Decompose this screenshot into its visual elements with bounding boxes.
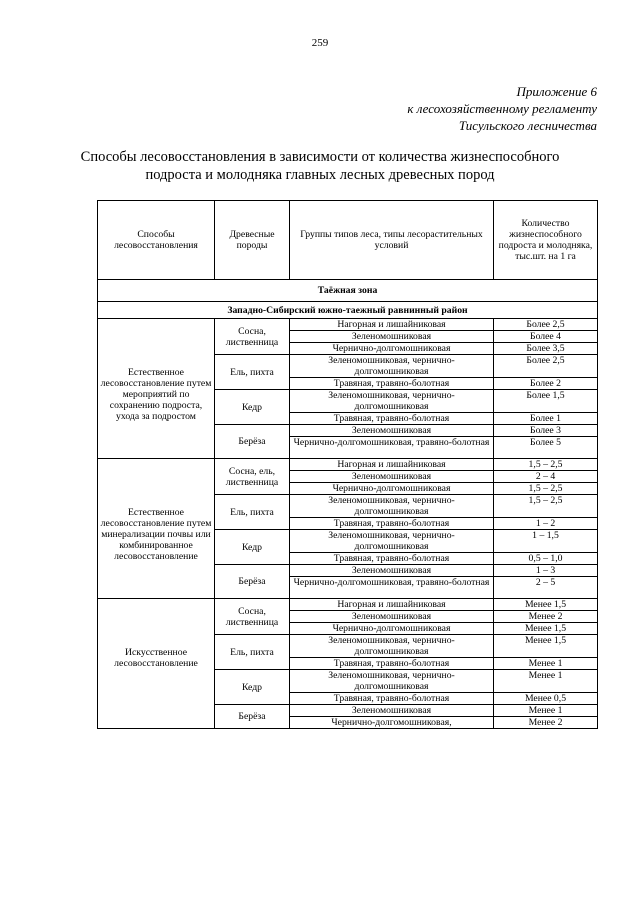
- table-body: [98, 280, 598, 729]
- quantity-cell: 1 – 2: [494, 518, 598, 530]
- forest-group-cell: Зеленомошниковая, чернично-долгомошниковая: [290, 355, 494, 378]
- method-cell: Естественное лесовосстановление путем мероприятий по сохранению подроста, ухода за подростом: [98, 319, 215, 459]
- header-quantity: Количество жизнеспособного подроста и молодняка, тыс.шт. на 1 га: [494, 201, 598, 280]
- title-line-1: Способы лесовосстановления в зависимости от количества жизнеспособного: [80, 149, 560, 165]
- quantity-cell: 2 – 4: [494, 471, 598, 483]
- header-forest-groups: Группы типов леса, типы лесорастительных условий: [290, 201, 494, 280]
- zone-cell: Таёжная зона: [98, 280, 598, 302]
- quantity-cell: Менее 1: [494, 670, 598, 693]
- forest-group-cell: Чернично-долгомошниковая, травяно-болотная: [290, 577, 494, 599]
- forest-group-cell: Чернично-долгомошниковая: [290, 483, 494, 495]
- species-cell: Кедр: [215, 390, 290, 425]
- quantity-cell: 1,5 – 2,5: [494, 483, 598, 495]
- forest-group-cell: Травяная, травяно-болотная: [290, 553, 494, 565]
- quantity-cell: Менее 1,5: [494, 635, 598, 658]
- forest-group-cell: Зеленомошниковая, чернично-долгомошниковая: [290, 495, 494, 518]
- forest-group-cell: Нагорная и лишайниковая: [290, 319, 494, 331]
- document-title: [60, 148, 580, 184]
- species-cell: Сосна, лиственница: [215, 599, 290, 635]
- quantity-cell: 1 – 1,5: [494, 530, 598, 553]
- species-cell: Берёза: [215, 705, 290, 729]
- quantity-cell: 1 – 3: [494, 565, 598, 577]
- forest-group-cell: Травяная, травяно-болотная: [290, 658, 494, 670]
- species-cell: Берёза: [215, 565, 290, 599]
- quantity-cell: Менее 1,5: [494, 599, 598, 611]
- reforestation-table: [97, 200, 598, 729]
- species-cell: Ель, пихта: [215, 355, 290, 390]
- quantity-cell: Менее 1: [494, 705, 598, 717]
- quantity-cell: Более 3,5: [494, 343, 598, 355]
- forest-group-cell: Нагорная и лишайниковая: [290, 459, 494, 471]
- forest-group-cell: Зеленомошниковая, чернично-долгомошниковая: [290, 670, 494, 693]
- quantity-cell: 1,5 – 2,5: [494, 459, 598, 471]
- forest-group-cell: Зеленомошниковая: [290, 331, 494, 343]
- header-species: Древесные породы: [215, 201, 290, 280]
- forest-group-cell: Травяная, травяно-болотная: [290, 693, 494, 705]
- forest-group-cell: Чернично-долгомошниковая, травяно-болотная: [290, 437, 494, 459]
- quantity-cell: Более 2,5: [494, 319, 598, 331]
- forest-group-cell: Зеленомошниковая, чернично-долгомошниковая: [290, 635, 494, 658]
- forest-group-cell: Зеленомошниковая, чернично-долгомошниковая: [290, 530, 494, 553]
- appendix-note: [407, 83, 597, 134]
- quantity-cell: Более 4: [494, 331, 598, 343]
- quantity-cell: 1,5 – 2,5: [494, 495, 598, 518]
- header-methods: Способы лесовосстановления: [98, 201, 215, 280]
- forest-group-cell: Нагорная и лишайниковая: [290, 599, 494, 611]
- species-cell: Кедр: [215, 670, 290, 705]
- species-cell: Сосна, ель, лиственница: [215, 459, 290, 495]
- method-cell: Естественное лесовосстановление путем минерализации почвы или комбинированное лесовосстановление: [98, 459, 215, 599]
- forest-group-cell: Травяная, травяно-болотная: [290, 413, 494, 425]
- quantity-cell: Менее 1: [494, 658, 598, 670]
- quantity-cell: Более 3: [494, 425, 598, 437]
- forest-group-cell: Чернично-долгомошниковая: [290, 343, 494, 355]
- forest-group-cell: Зеленомошниковая: [290, 705, 494, 717]
- species-cell: Ель, пихта: [215, 495, 290, 530]
- quantity-cell: Более 2: [494, 378, 598, 390]
- species-cell: Кедр: [215, 530, 290, 565]
- forest-group-cell: Зеленомошниковая: [290, 611, 494, 623]
- forest-group-cell: Зеленомошниковая: [290, 471, 494, 483]
- forest-group-cell: Травяная, травяно-болотная: [290, 518, 494, 530]
- forest-group-cell: Травяная, травяно-болотная: [290, 378, 494, 390]
- forest-group-cell: Зеленомошниковая: [290, 425, 494, 437]
- method-cell: Искусственное лесовосстановление: [98, 599, 215, 729]
- species-cell: Берёза: [215, 425, 290, 459]
- quantity-cell: Менее 0,5: [494, 693, 598, 705]
- table-row: [98, 599, 598, 611]
- quantity-cell: 2 – 5: [494, 577, 598, 599]
- quantity-cell: 0,5 – 1,0: [494, 553, 598, 565]
- title-line-2: подроста и молодняка главных лесных древесных пород: [145, 167, 495, 183]
- appendix-line-1: Приложение 6: [516, 84, 597, 99]
- species-cell: Сосна, лиственница: [215, 319, 290, 355]
- forest-group-cell: Чернично-долгомошниковая,: [290, 717, 494, 729]
- table-header-row: [98, 201, 598, 280]
- region-cell: Западно-Сибирский южно-таежный равнинный район: [98, 302, 598, 319]
- forest-group-cell: Чернично-долгомошниковая: [290, 623, 494, 635]
- quantity-cell: Менее 1,5: [494, 623, 598, 635]
- appendix-line-2: к лесохозяйственному регламенту: [407, 101, 597, 116]
- quantity-cell: Более 1,5: [494, 390, 598, 413]
- page-number: 259: [311, 37, 329, 49]
- quantity-cell: Менее 2: [494, 611, 598, 623]
- region-row: [98, 302, 598, 319]
- table-row: [98, 319, 598, 331]
- forest-group-cell: Зеленомошниковая, чернично-долгомошниковая: [290, 390, 494, 413]
- quantity-cell: Более 5: [494, 437, 598, 459]
- appendix-line-3: Тисульского лесничества: [458, 118, 597, 133]
- quantity-cell: Более 1: [494, 413, 598, 425]
- forest-group-cell: Зеленомошниковая: [290, 565, 494, 577]
- zone-row: [98, 280, 598, 302]
- quantity-cell: Менее 2: [494, 717, 598, 729]
- table-row: [98, 459, 598, 471]
- species-cell: Ель, пихта: [215, 635, 290, 670]
- quantity-cell: Более 2,5: [494, 355, 598, 378]
